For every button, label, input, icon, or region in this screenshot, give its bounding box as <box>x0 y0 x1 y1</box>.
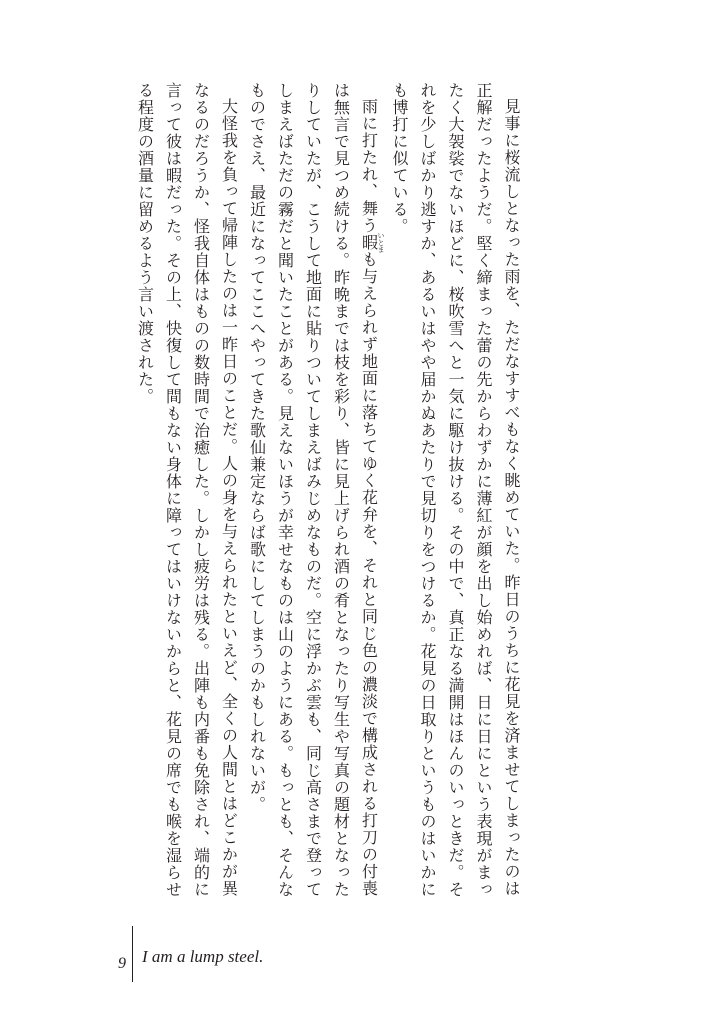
page-footer <box>118 926 422 986</box>
vertical-body-text <box>131 82 526 902</box>
paragraph-1 <box>385 82 525 902</box>
paragraph-3-text: 大怪我を負って帰陣したのは一昨日のことだ。人の身を与えられたといえど、全くの人間とはどこかが異なるのだろうか、怪我自体はものの数時間で治癒した。しかし疲労は残る。出陣も内番も免除され、端的に言って彼は暇だった。その上、快復して間もない身体に障ってはいけないからと、花見の席でも喉を湿らせる程度の酒量に留めるよう言い渡された。 <box>135 82 239 898</box>
furigana-base: 暇 <box>359 232 379 253</box>
paragraph-2 <box>243 82 386 902</box>
page-number: 9 <box>118 955 126 972</box>
paragraph-3 <box>131 82 243 902</box>
paragraph-2-text-before: 雨に打たれ、舞う <box>359 98 379 234</box>
paragraph-2-text-after: も与えられず地面に落ちてゆく花弁を、それと同じ色の濃淡で構成される打刀の付喪は無言で見つめ続ける。昨晩までは枝を彩り、皆に見上げられ酒の肴となったり写生や写真の題材となったりしていたが、こうして地面に貼りついてしまえばみじめなものだ。空に浮かぶ雲も、同じ高さまで登ってしまえばただの霧だと聞いたことがある。見えないほうが幸せなものは山のようにある。もっとも、そんなものでさえ、最近になってここへやってきた歌仙兼定ならば歌にしてしまうのかもしれないが。 <box>247 82 379 898</box>
paragraph-1-text: 見事に桜流しとなった雨を、ただなすすべもなく眺めていた。昨日のうちに花見を済ませてしまったのは正解だったようだ。堅く締まった蕾の先からわずかに薄紅が顔を出し始めれば、日に日にという表現がまったく大袈裟でないほどに、桜吹雪へと一気に駆け抜ける。その中で、真正なる満開はほんのいっときだ。それを少しばかり逃すか、あるいはやや届かぬあたりで見切りをつけるか。花見の日取りというものはいかにも博打に似ている。 <box>390 82 521 898</box>
furigana-word <box>359 232 385 253</box>
footer-divider <box>132 926 133 982</box>
furigana-reading: いとま <box>377 232 385 253</box>
running-title: I am a lump steel. <box>142 947 264 966</box>
